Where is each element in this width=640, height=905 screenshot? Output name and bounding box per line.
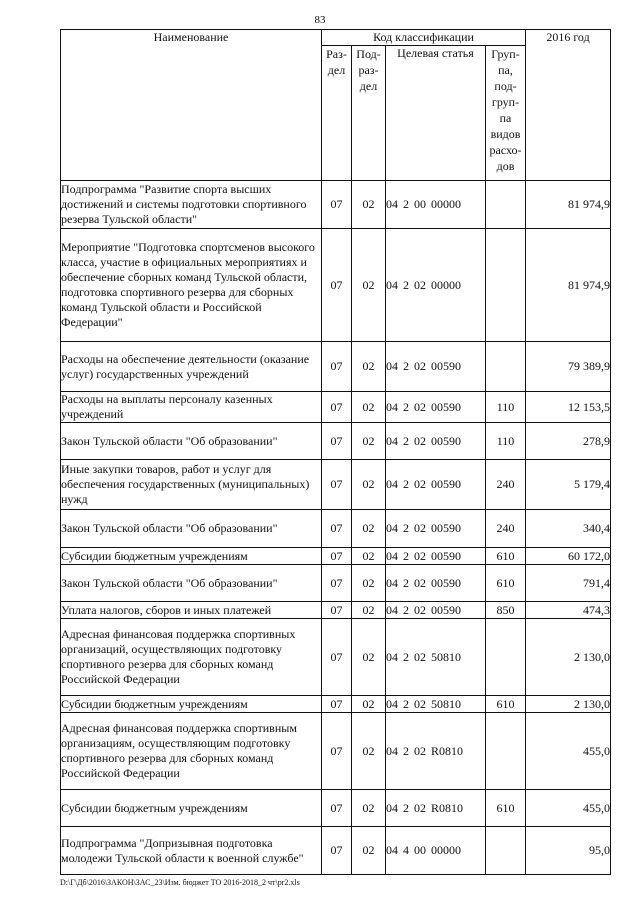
row-target: 04 4 00 00000: [386, 827, 486, 875]
row-subsection: 02: [352, 696, 386, 713]
row-amount: 791,4: [526, 565, 611, 602]
row-group: [486, 181, 526, 229]
row-subsection: 02: [352, 510, 386, 548]
row-subsection: 02: [352, 619, 386, 696]
row-group: [486, 229, 526, 342]
row-target: 04 2 02 00000: [386, 229, 486, 342]
row-subsection: 02: [352, 181, 386, 229]
row-subsection: 02: [352, 229, 386, 342]
row-amount: 2 130,0: [526, 619, 611, 696]
row-amount: 79 389,9: [526, 342, 611, 392]
table-row: [61, 392, 611, 423]
row-section: 07: [322, 602, 352, 619]
row-target: 04 2 02 00590: [386, 342, 486, 392]
row-group: 240: [486, 460, 526, 510]
row-group: [486, 827, 526, 875]
row-amount: 12 153,5: [526, 392, 611, 423]
row-name: Мероприятие "Подготовка спортсменов высокого класса, участие в официальных мероприятиях и обеспечение сборных команд Тульской области, подготовка спортивного резерва для сборных команд Тульской области и Российской Федерации": [61, 229, 322, 342]
row-subsection: 02: [352, 342, 386, 392]
table-row: [61, 790, 611, 827]
row-name: Расходы на обеспечение деятельности (оказание услуг) государственных учреждений: [61, 342, 322, 392]
row-group: [486, 342, 526, 392]
row-group: 110: [486, 392, 526, 423]
row-name: Закон Тульской области "Об образовании": [61, 510, 322, 548]
row-subsection: 02: [352, 460, 386, 510]
table-row: [61, 181, 611, 229]
header-target: Целевая статья: [386, 46, 486, 181]
table-row: [61, 696, 611, 713]
row-target: 04 2 00 00000: [386, 181, 486, 229]
row-name: Иные закупки товаров, работ и услуг для обеспечения государственных (муниципальных) нужд: [61, 460, 322, 510]
row-group: 610: [486, 548, 526, 565]
row-target: 04 2 02 00590: [386, 460, 486, 510]
row-section: 07: [322, 619, 352, 696]
header-group: Груп- па, под- груп- па видов расхо- дов: [486, 46, 526, 181]
row-amount: 81 974,9: [526, 229, 611, 342]
row-subsection: 02: [352, 713, 386, 790]
row-group: [486, 713, 526, 790]
table-row: [61, 713, 611, 790]
row-amount: 81 974,9: [526, 181, 611, 229]
row-target: 04 2 02 00590: [386, 510, 486, 548]
row-name: Закон Тульской области "Об образовании": [61, 565, 322, 602]
row-group: 610: [486, 696, 526, 713]
row-amount: 2 130,0: [526, 696, 611, 713]
row-group: 610: [486, 790, 526, 827]
table-row: [61, 423, 611, 460]
row-amount: 455,0: [526, 790, 611, 827]
row-subsection: 02: [352, 790, 386, 827]
row-section: 07: [322, 548, 352, 565]
row-target: 04 2 02 50810: [386, 619, 486, 696]
row-section: 07: [322, 713, 352, 790]
row-section: 07: [322, 460, 352, 510]
row-target: 04 2 02 50810: [386, 696, 486, 713]
row-group: 850: [486, 602, 526, 619]
row-section: 07: [322, 342, 352, 392]
table-row: [61, 827, 611, 875]
row-section: 07: [322, 565, 352, 602]
row-section: 07: [322, 696, 352, 713]
row-name: Субсидии бюджетным учреждениям: [61, 548, 322, 565]
header-section: Раз- дел: [322, 46, 352, 181]
header-name: Наименование: [61, 30, 322, 181]
header-classification: Код классификации: [322, 30, 526, 46]
header-year: 2016 год: [526, 30, 611, 181]
row-name: Подпрограмма "Развитие спорта высших достижений и системы подготовки спортивного резерва Тульской области": [61, 181, 322, 229]
row-subsection: 02: [352, 423, 386, 460]
row-section: 07: [322, 423, 352, 460]
row-name: Уплата налогов, сборов и иных платежей: [61, 602, 322, 619]
page-number: 83: [314, 14, 326, 26]
table-row: [61, 619, 611, 696]
row-section: 07: [322, 510, 352, 548]
table-row: [61, 460, 611, 510]
row-group: 610: [486, 565, 526, 602]
row-name: Подпрограмма "Допризывная подготовка молодежи Тульской области к военной службе": [61, 827, 322, 875]
row-group: 240: [486, 510, 526, 548]
row-section: 07: [322, 392, 352, 423]
row-amount: 95,0: [526, 827, 611, 875]
footer-file-path: D:\Г\Дб\2016\ЗАКОН\ЗАС_23\Изм. бюджет ТО 2016-2018_2 чт\pr2.xls: [60, 878, 300, 887]
table-row: [61, 548, 611, 565]
row-section: 07: [322, 827, 352, 875]
row-amount: 474,3: [526, 602, 611, 619]
header-row: [61, 30, 611, 46]
row-subsection: 02: [352, 602, 386, 619]
row-name: Расходы на выплаты персоналу казенных учреждений: [61, 392, 322, 423]
table-row: [61, 342, 611, 392]
budget-table: [60, 29, 611, 875]
row-target: 04 2 02 00590: [386, 602, 486, 619]
row-name: Адресная финансовая поддержка спортивным организациям, осуществляющим подготовку спортивного резерва для сборных команд Российской Федерации: [61, 713, 322, 790]
row-amount: 278,9: [526, 423, 611, 460]
row-subsection: 02: [352, 392, 386, 423]
row-target: 04 2 02 R0810: [386, 790, 486, 827]
row-amount: 455,0: [526, 713, 611, 790]
row-name: Субсидии бюджетным учреждениям: [61, 696, 322, 713]
row-amount: 5 179,4: [526, 460, 611, 510]
table-row: [61, 565, 611, 602]
row-section: 07: [322, 181, 352, 229]
row-amount: 60 172,0: [526, 548, 611, 565]
header-subsection: Под- раз- дел: [352, 46, 386, 181]
row-subsection: 02: [352, 548, 386, 565]
row-amount: 340,4: [526, 510, 611, 548]
row-group: 110: [486, 423, 526, 460]
table-row: [61, 229, 611, 342]
row-target: 04 2 02 R0810: [386, 713, 486, 790]
row-target: 04 2 02 00590: [386, 548, 486, 565]
row-name: Субсидии бюджетным учреждениям: [61, 790, 322, 827]
row-group: [486, 619, 526, 696]
row-target: 04 2 02 00590: [386, 392, 486, 423]
row-target: 04 2 02 00590: [386, 565, 486, 602]
row-name: Адресная финансовая поддержка спортивных организаций, осуществляющих подготовку спортивного резерва для сборных команд Российской Федерации: [61, 619, 322, 696]
row-target: 04 2 02 00590: [386, 423, 486, 460]
table-row: [61, 510, 611, 548]
row-section: 07: [322, 229, 352, 342]
row-subsection: 02: [352, 827, 386, 875]
table-row: [61, 602, 611, 619]
row-subsection: 02: [352, 565, 386, 602]
row-section: 07: [322, 790, 352, 827]
row-name: Закон Тульской области "Об образовании": [61, 423, 322, 460]
